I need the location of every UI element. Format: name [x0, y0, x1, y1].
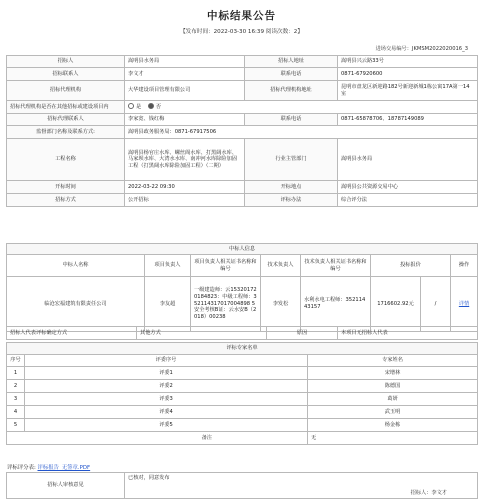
project-info-table	[6, 55, 478, 207]
pm-certificate: 一级建造师：云153201720184823：中级工程师：352114317017004898 5安全考核B证：云水安B（2018）00238	[191, 277, 261, 332]
expert-name: 陈德国	[308, 380, 478, 393]
col-expert-name: 专家姓名	[308, 355, 478, 367]
col-pm-certificate: 项目负责人相关证书名称和编号	[191, 255, 261, 277]
col-bid-price: 投标报价	[371, 255, 451, 277]
experts-section-title: 评标专家名单	[7, 343, 478, 355]
expert-row	[7, 419, 478, 432]
agency-address-label: 招标代理机构地址	[245, 81, 338, 101]
expert-row	[7, 367, 478, 380]
tenderer-address-value: 嵩明县兴云路33号	[338, 56, 478, 68]
bidder-section-title: 中标人信息	[7, 244, 478, 255]
agency-phone-value: 0871-65878706、18787149089	[338, 114, 478, 126]
representative-label: 招标人代表评标确定方式	[7, 327, 137, 340]
report-pdf-link[interactable]: 评标报告_无签章.PDF	[37, 465, 91, 471]
bidder-row	[7, 277, 478, 332]
col-bidder-name: 中标人名称	[7, 255, 145, 277]
expert-row	[7, 406, 478, 419]
project-name-value: 嵩明县杨官庄水库、螺丝阁水库、打黑阔水库、马家坝水库、大湾水水库、南冲河水库除险加固工程（打黑阔水库除险加固工程）（二期）	[125, 139, 245, 181]
contact-label: 招标联系人	[7, 68, 125, 81]
agency-contact-value: 李家宽、钱红梅	[125, 114, 245, 126]
project-name-label: 工程名称	[7, 139, 125, 181]
expert-row	[7, 380, 478, 393]
bidder-table	[6, 243, 478, 332]
col-tech-lead: 技术负责人	[261, 255, 301, 277]
option-yes-label: 是	[136, 104, 142, 111]
tenderer-address-label: 招标人地址	[245, 56, 338, 68]
col-role: 评委序号	[25, 355, 308, 367]
col-project-manager: 项目负责人	[145, 255, 191, 277]
option-no-label: 否	[155, 104, 162, 111]
expert-no: 5	[7, 419, 25, 432]
radio-no-icon[interactable]	[148, 103, 154, 109]
agency-contact-label: 招标代理联系人	[7, 114, 125, 126]
phone-value: 0871-67920600	[338, 68, 478, 81]
agency-value: 大华建设项目管理有限公司	[125, 81, 245, 101]
representative-table	[6, 326, 478, 340]
col-tech-certificate: 技术负责人相关证书名称和编号	[301, 255, 371, 277]
open-place-value: 嵩明县公共资源交易中心	[338, 181, 478, 194]
review-label: 招标人审核意见	[7, 473, 125, 499]
expert-role: 评委2	[25, 380, 308, 393]
trade-number: 进场交易编号：JKMSM2022020016_3	[375, 46, 468, 52]
expert-role: 评委3	[25, 393, 308, 406]
eval-label: 评标办法	[245, 194, 338, 207]
radio-yes-icon[interactable]	[128, 103, 134, 109]
expert-role: 评委4	[25, 406, 308, 419]
review-table	[6, 472, 478, 499]
experts-table	[6, 342, 478, 445]
detail-link[interactable]: 详情	[458, 300, 470, 307]
agency-phone-label: 联系电话	[245, 114, 338, 126]
expert-no: 3	[7, 393, 25, 406]
note-value: 无	[308, 432, 478, 445]
expert-no: 1	[7, 367, 25, 380]
entrusted-label: 招标代理机构是否在其他招标或建设项目内	[7, 101, 125, 114]
reviewer-name: 招标人：李文才	[410, 490, 447, 497]
authority-value: 嵩明县水务局	[338, 139, 478, 181]
method-label: 招标方式	[7, 194, 125, 207]
authority-label: 行业主管部门	[245, 139, 338, 181]
expert-name: 武玉明	[308, 406, 478, 419]
tech-certificate: 水利水电工程师：35211443157	[301, 277, 371, 332]
agency-address-value: 昆明市盘龙区新迎路182号新迎新城1栋公寓17A第一14室	[338, 81, 478, 101]
expert-name: 葛妍	[308, 393, 478, 406]
expert-role: 评委1	[25, 367, 308, 380]
expert-name: 宋增林	[308, 367, 478, 380]
report-label: 评标评分表:	[7, 465, 36, 471]
contact-value: 李文才	[125, 68, 245, 81]
tenderer-value: 嵩明县水务局	[125, 56, 245, 68]
supervisor-value: 嵩明县政务服务局：0871-67917506	[125, 126, 478, 139]
note-label: 备注	[25, 432, 308, 445]
agency-label: 招标代理机构	[7, 81, 125, 101]
open-place-label: 开标地点	[245, 181, 338, 194]
project-manager: 李友超	[145, 277, 191, 332]
open-time-label: 开标时间	[7, 181, 125, 194]
expert-name: 杨金栋	[308, 419, 478, 432]
publish-info: 【发布时间：2022-03-30 16:39 阅读次数：2】	[180, 29, 303, 35]
expert-role: 评委5	[25, 419, 308, 432]
page-title: 中标结果公告	[207, 10, 276, 22]
expert-no: 4	[7, 406, 25, 419]
blank-cell: /	[421, 277, 451, 332]
bidder-name: 临沧宏福建筑有限责任公司	[7, 277, 145, 332]
expert-row	[7, 393, 478, 406]
reason-value: 本项目无招标人代表	[338, 327, 478, 340]
reason-label: 原因	[267, 327, 338, 340]
col-operation: 操作	[451, 255, 478, 277]
phone-label: 联系电话	[245, 68, 338, 81]
bid-price: 1716602.92元	[371, 277, 421, 332]
supervisor-label: 监督部门名称及联系方式:	[7, 126, 125, 139]
expert-no: 2	[7, 380, 25, 393]
col-no: 序号	[7, 355, 25, 367]
report-line	[7, 463, 90, 471]
open-time-value: 2022-03-22 09:30	[125, 181, 245, 194]
eval-value: 综合评分法	[338, 194, 478, 207]
tenderer-label: 招标人	[7, 56, 125, 68]
representative-value: 其他方式	[137, 327, 267, 340]
tech-lead: 李发松	[261, 277, 301, 332]
review-opinion: 已核对，同意发布	[128, 475, 170, 481]
entrusted-options	[125, 101, 478, 114]
method-value: 公开招标	[125, 194, 245, 207]
